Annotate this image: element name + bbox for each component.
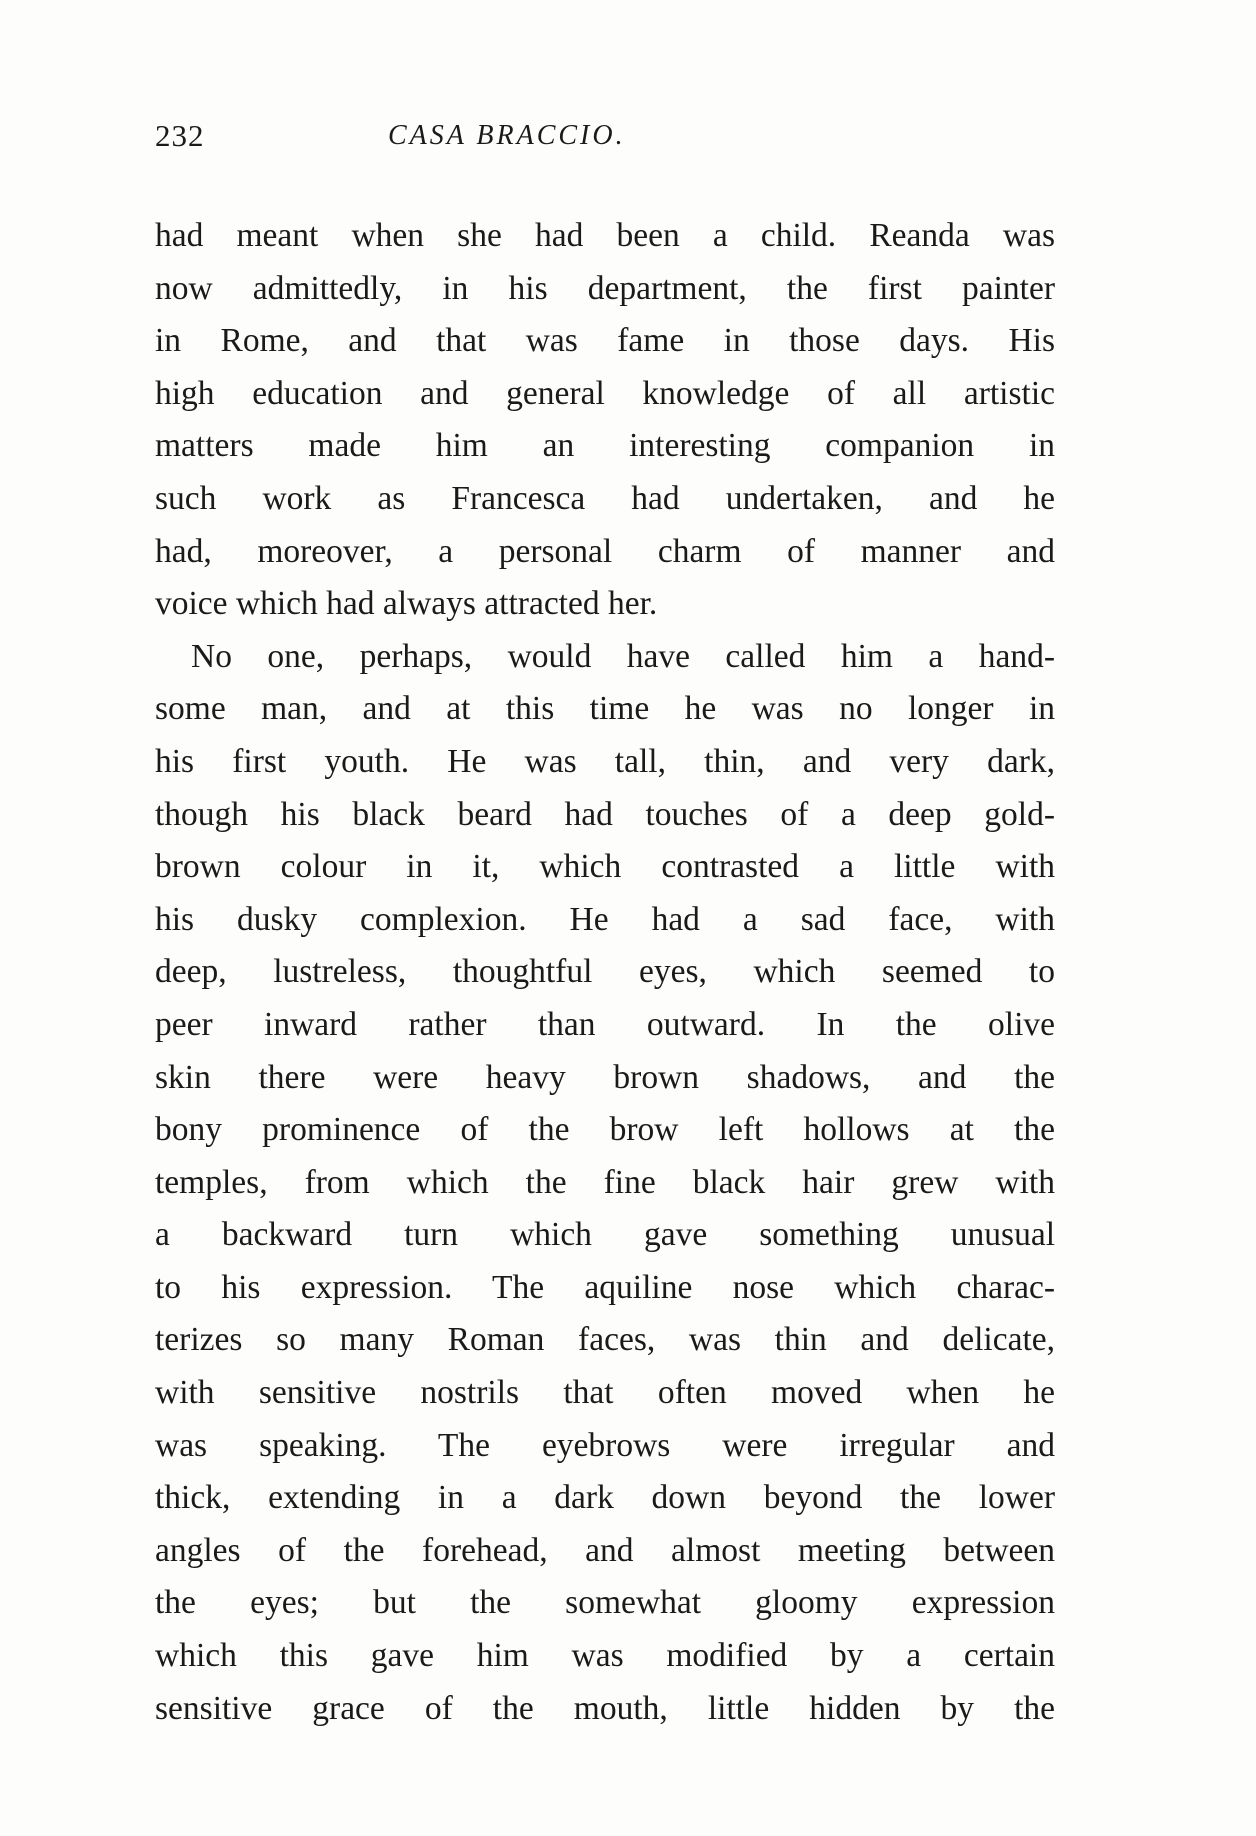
text-line: sensitive grace of the mouth, little hidden by the [155, 1689, 1055, 1727]
text-line: was speaking. The eyebrows were irregular and [155, 1426, 1055, 1464]
text-line: brown colour in it, which contrasted a little with [155, 848, 1055, 886]
text-line: with sensitive nostrils that often moved when he [155, 1374, 1055, 1412]
text-line: though his black beard had touches of a deep gold- [155, 795, 1055, 833]
text-line: bony prominence of the brow left hollows at the [155, 1111, 1055, 1149]
text-line: matters made him an interesting companion in [155, 427, 1055, 465]
text-line: voice which had always attracted her. [155, 585, 658, 623]
text-line: now admittedly, in his department, the first painter [155, 269, 1055, 307]
paragraph-start-line: No one, perhaps, would have called him a hand- [191, 637, 1055, 675]
text-line: which this gave him was modified by a certain [155, 1637, 1055, 1675]
body-text [155, 210, 1055, 1735]
text-line: skin there were heavy brown shadows, and the [155, 1058, 1055, 1096]
text-line: such work as Francesca had undertaken, and he [155, 479, 1055, 517]
text-line: temples, from which the fine black hair grew with [155, 1163, 1055, 1201]
text-line: his dusky complexion. He had a sad face, with [155, 900, 1055, 938]
text-line: had meant when she had been a child. Reanda was [155, 217, 1055, 254]
text-line: angles of the forehead, and almost meeting between [155, 1531, 1055, 1569]
text-line: a backward turn which gave something unusual [155, 1216, 1055, 1254]
page-header [155, 118, 1055, 168]
text-line: his first youth. He was tall, thin, and very dark, [155, 742, 1055, 780]
text-line: terizes so many Roman faces, was thin and delicate, [155, 1321, 1055, 1359]
running-title: CASA BRACCIO. [388, 120, 626, 151]
text-line: to his expression. The aquiline nose which charac- [155, 1268, 1055, 1306]
page-number: 232 [155, 118, 205, 153]
text-line: thick, extending in a dark down beyond the lower [155, 1479, 1055, 1517]
text-line: the eyes; but the somewhat gloomy expression [155, 1584, 1055, 1622]
text-line: deep, lustreless, thoughtful eyes, which seemed to [155, 953, 1055, 991]
text-line: some man, and at this time he was no longer in [155, 690, 1055, 728]
text-line: in Rome, and that was fame in those days. His [155, 322, 1055, 360]
text-line: peer inward rather than outward. In the olive [155, 1005, 1055, 1043]
text-line: high education and general knowledge of all artistic [155, 374, 1055, 412]
text-line: had, moreover, a personal charm of manner and [155, 532, 1055, 570]
